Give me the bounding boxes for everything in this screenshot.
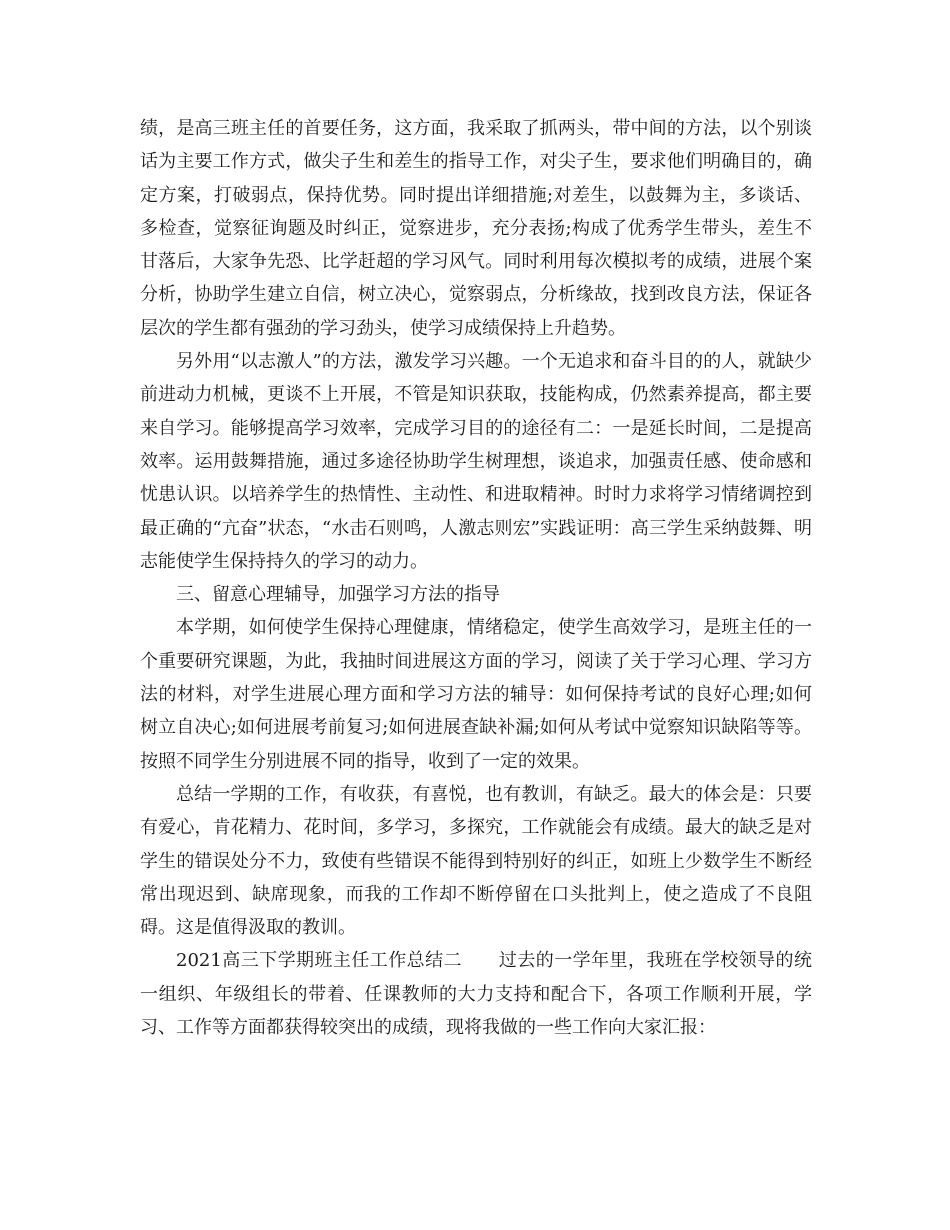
paragraph-motivation: 另外用“以志激人”的方法，激发学习兴趣。一个无追求和奋斗目的的人，就缺少前进动力机械，更谈不上开展，不管是知识获取，技能构成，仍然素养提高，都主要来自学习。能够提高学习效率，完成学习目的的途径有二：一是延长时间，二是提高效率。运用鼓舞措施，通过多途径协助学生树理想，谈追求，加强责任感、使命感和忧患认识。以培养学生的热情性、主动性、和进取精神。时时力求将学习情绪调控到最正确的“亢奋”状态，“水击石则鸣，人激志则宏”实践证明：高三学生采纳鼓舞、明志能使学生保持持久的学习的动力。 bbox=[140, 351, 812, 572]
paragraph-psychology: 本学期，如何使学生保持心理健康，情绪稳定，使学生高效学习，是班主任的一个重要研究课题，为此，我抽时间进展这方面的学习，阅读了关于学习心理、学习方法的材料，对学生进展心理方面和学习方法的辅导：如何保持考试的良好心理;如何树立自决心;如何进展考前复习;如何进展查缺补漏;如何从考试中觉察知识缺陷等等。按照不同学生分别进展不同的指导，收到了一定的效果。 bbox=[140, 617, 812, 772]
section-heading-psychology: 三、留意心理辅导，加强学习方法的指导 bbox=[176, 584, 500, 606]
paragraph-continuation: 绩，是高三班主任的首要任务，这方面，我采取了抓两头，带中间的方法，以个别谈话为主要工作方式，做尖子生和差生的指导工作，对尖子生，要求他们明确目的，确定方案，打破弱点，保持优势。同时提出详细措施;对差生，以鼓舞为主，多谈话、多检查，觉察征询题及时纠正，觉察进步，充分表扬;构成了优秀学生带头，差生不甘落后，大家争先恐、比学赶超的学习风气。同时利用每次模拟考的成绩，进展个案分析，协助学生建立自信，树立决心，觉察弱点，分析缘故，找到改良方法，保证各层次的学生都有强劲的学习劲头，使学习成绩保持上升趋势。 bbox=[140, 118, 812, 339]
paragraph-summary: 总结一学期的工作，有收获，有喜悦，也有教训，有缺乏。最大的体会是：只要有爱心，肯花精力、花时间，多学习，多探究，工作就能会有成绩。最大的缺乏是对学生的错误处分不力，致使有些错误不能得到特别好的纠正，如班上少数学生不断经常出现迟到、缺席现象，而我的工作却不断停留在口头批判上，使之造成了不良阻碍。这是值得汲取的教训。 bbox=[140, 783, 812, 939]
document-body bbox=[140, 112, 812, 1044]
paragraph-second-summary: 2021高三下学期班主任工作总结二 过去的一学年里，我班在学校领导的统一组织、年级组长的带着、任课教师的大力支持和配合下，各项工作顺利开展，学习、工作等方面都获得较突出的成绩，现将我做的一些工作向大家汇报： bbox=[140, 950, 812, 1039]
